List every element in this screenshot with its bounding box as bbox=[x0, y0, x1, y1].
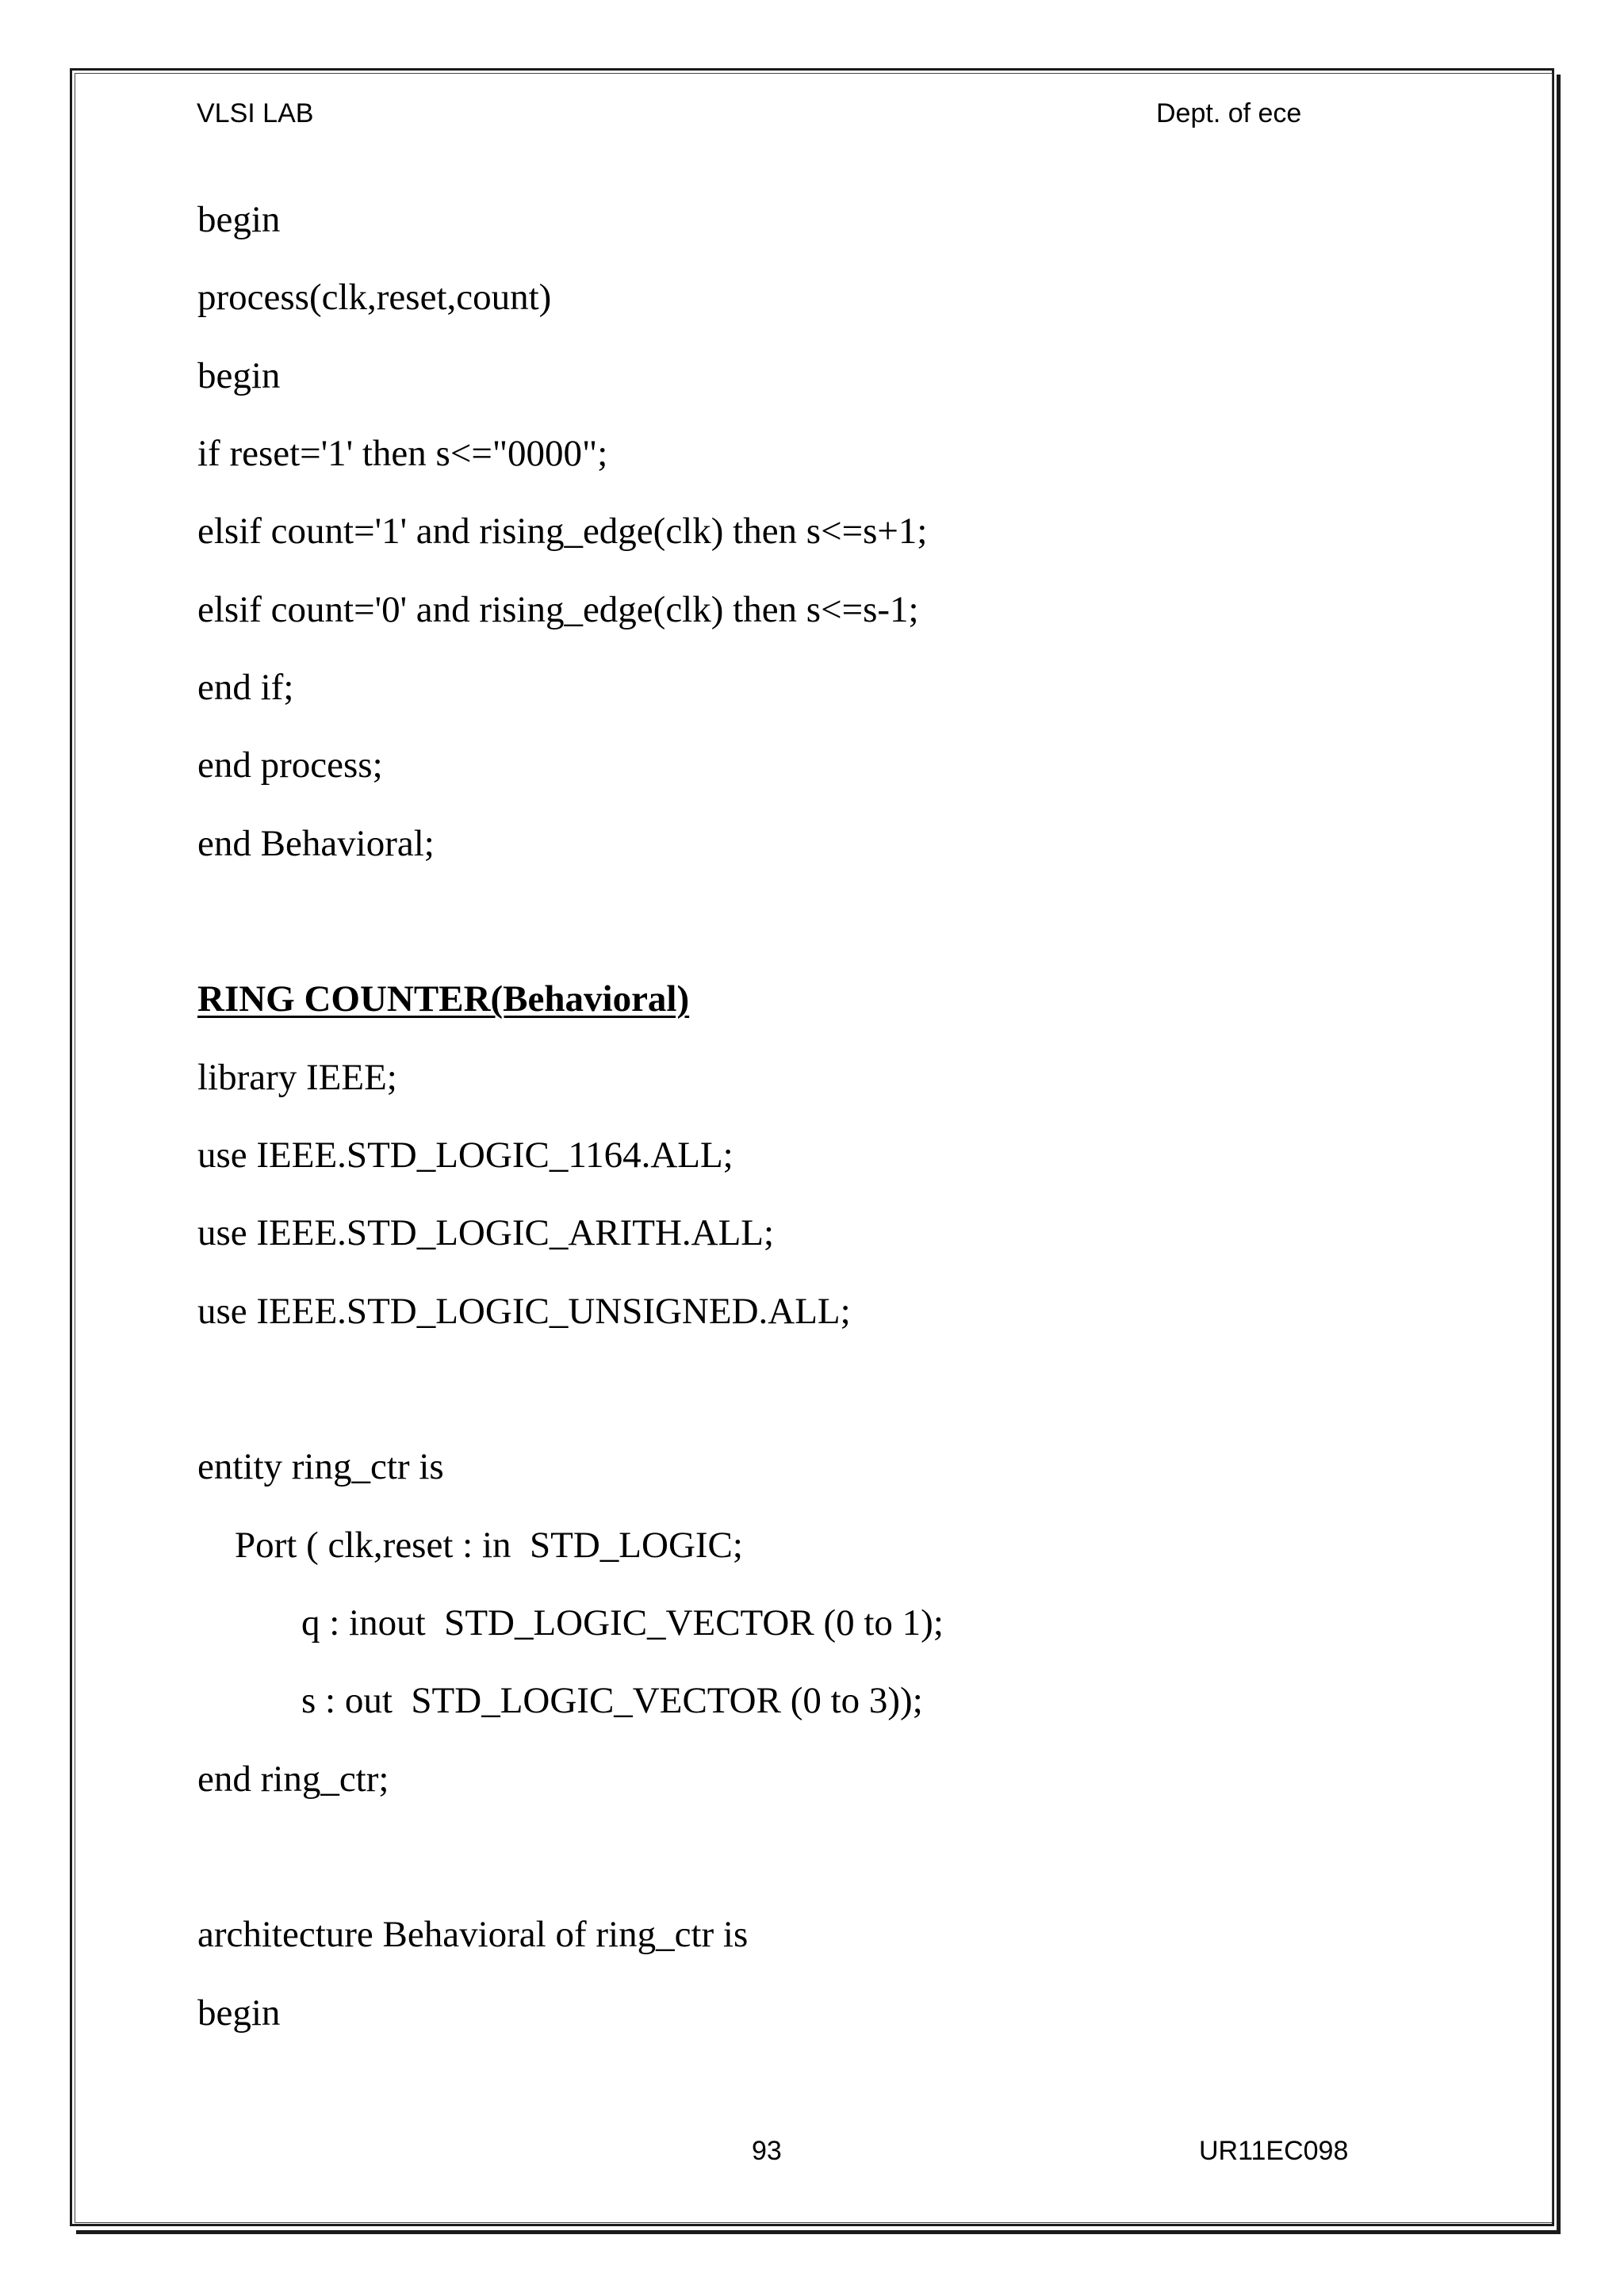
header-department: Dept. of ece bbox=[1156, 98, 1302, 128]
code-line: begin bbox=[197, 1992, 281, 2034]
code-line: Port ( clk,reset : in STD_LOGIC; bbox=[235, 1525, 743, 1566]
code-line: use IEEE.STD_LOGIC_ARITH.ALL; bbox=[197, 1212, 775, 1253]
section-heading: RING COUNTER(Behavioral) bbox=[197, 978, 690, 1020]
roll-number: UR11EC098 bbox=[1199, 2136, 1349, 2166]
code-line: q : inout STD_LOGIC_VECTOR (0 to 1); bbox=[301, 1602, 944, 1644]
code-line: use IEEE.STD_LOGIC_UNSIGNED.ALL; bbox=[197, 1291, 851, 1332]
code-line: end ring_ctr; bbox=[197, 1758, 389, 1800]
code-line: s : out STD_LOGIC_VECTOR (0 to 3)); bbox=[301, 1680, 923, 1721]
code-line: end Behavioral; bbox=[197, 823, 435, 864]
code-line: library IEEE; bbox=[197, 1057, 397, 1098]
code-line: begin bbox=[197, 199, 281, 240]
code-line: elsif count='0' and rising_edge(clk) then s<=s-1; bbox=[197, 589, 919, 630]
code-line: architecture Behavioral of ring_ctr is bbox=[197, 1914, 749, 1955]
code-line: if reset='1' then s<="0000"; bbox=[197, 433, 608, 474]
code-line: entity ring_ctr is bbox=[197, 1446, 444, 1487]
code-line: begin bbox=[197, 355, 281, 396]
code-line: end if; bbox=[197, 667, 294, 708]
code-line: use IEEE.STD_LOGIC_1164.ALL; bbox=[197, 1135, 733, 1176]
code-line: end process; bbox=[197, 744, 383, 786]
header-lab-title: VLSI LAB bbox=[197, 98, 314, 128]
code-line: process(clk,reset,count) bbox=[197, 277, 552, 318]
code-line: elsif count='1' and rising_edge(clk) then s<=s+1; bbox=[197, 511, 928, 552]
page-number: 93 bbox=[752, 2136, 782, 2166]
